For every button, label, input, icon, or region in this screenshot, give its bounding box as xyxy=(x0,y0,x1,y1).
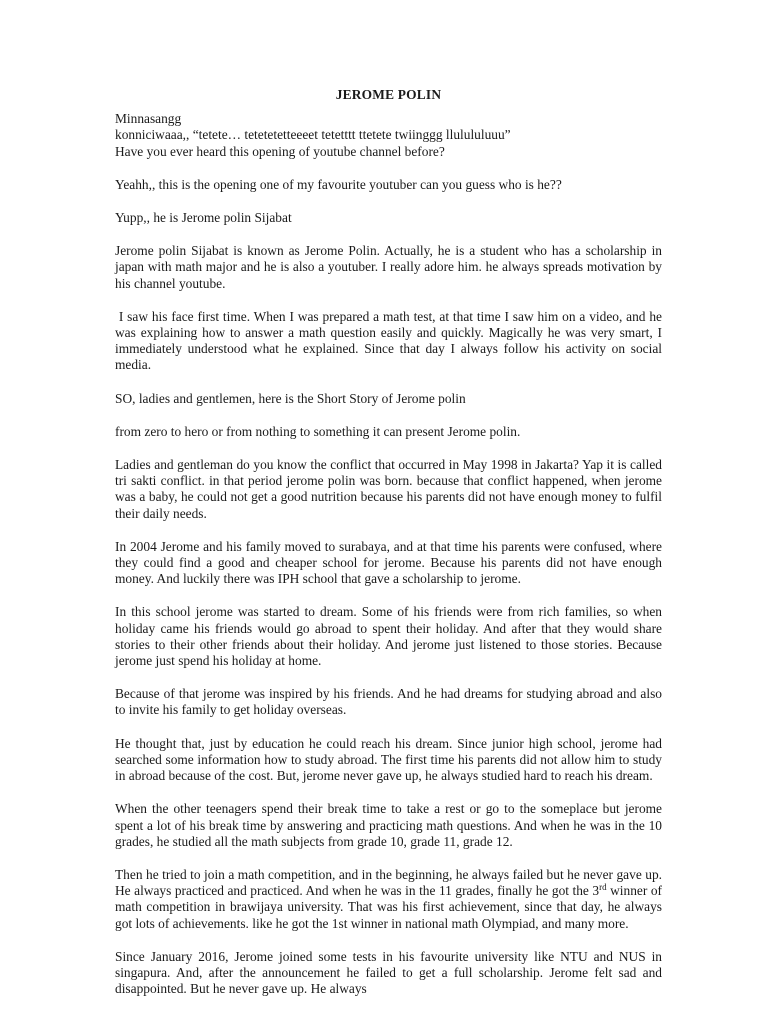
paragraph-2004: In 2004 Jerome and his family moved to surabaya, and at that time his parents were confused, where they could find a good and cheaper school for jerome. Because his parents did not have enough money. And luckily there was IPH school that gave a scholarship to jerome. xyxy=(115,538,662,587)
paragraph-conflict: Ladies and gentleman do you know the conflict that occurred in May 1998 in Jakarta? Yap it is called tri sakti conflict. in that period jerome polin was born. because that conflict happened, when jerome was a baby, he could not get a good nutrition because his parents did not have enough money to fulfil their daily needs. xyxy=(115,457,662,521)
paragraph-first-time: I saw his face first time. When I was prepared a math test, at that time I saw him on a video, and he was explaining how to answer a math question easily and quickly. Magically he was very smart, I immediately understood what he explained. Since that day I always follow his activity on social media. xyxy=(115,308,666,373)
paragraph-2016: Since January 2016, Jerome joined some tests in his favourite university like NTU and NUS in singapura. And, after the announcement he failed to get a full scholarship. Jerome felt sad and disappointed. But he never gave up. He always xyxy=(115,948,662,997)
intro-paragraph xyxy=(115,111,662,160)
document-title: JEROME POLIN xyxy=(335,87,442,102)
paragraph-inspired: Because of that jerome was inspired by his friends. And he had dreams for studying abroad and also to invite his family to get holiday overseas. xyxy=(115,686,662,718)
paragraph-education: He thought that, just by education he could reach his dream. Since junior high school, jerome had searched some information how to study abroad. The first time his parents did not allow him to study in abroad because of the cost. But, jerome never gave up, he always studied hard to reach his dream. xyxy=(115,735,662,784)
competition-text-b: winner of math competition in brawijaya university. That was his first achievement, since that day, he always got lots of achievements. like he got the 1st winner in national math Olympiad, and many more. xyxy=(115,883,662,931)
paragraph-zero-to-hero: from zero to hero or from nothing to something it can present Jerome polin. xyxy=(115,423,521,439)
paragraph-known-as: Jerome polin Sijabat is known as Jerome Polin. Actually, he is a student who has a scholarship in japan with math major and he is also a youtuber. I really adore him. he always spreads motivation by his channel youtube. xyxy=(115,243,662,291)
paragraph-short-story: SO, ladies and gentlemen, here is the Short Story of Jerome polin xyxy=(115,390,466,406)
paragraph-school: In this school jerome was started to dream. Some of his friends were from rich families, so when holiday came his friends would go abroad to spent their holiday. And after that they would share stories to their other friends about their holiday. And jerome just listened to those stories. Because jerome just spend his holiday at home. xyxy=(115,604,662,669)
paragraph-yupp: Yupp,, he is Jerome polin Sijabat xyxy=(115,210,292,226)
intro-line-3: Have you ever heard this opening of youtube channel before? xyxy=(115,143,445,159)
competition-text-a: Then he tried to join a math competition, and in the beginning, he always failed but he never gave up. He always practiced and practiced. And when he was in the 11 grades, finally he got the 3 xyxy=(115,866,662,899)
intro-line-2: konniciwaaa,, “tetete… tetetetetteeeet tetetttt ttetete twiinggg llulululuuu” xyxy=(115,127,511,143)
competition-superscript: rd xyxy=(599,882,607,893)
paragraph-guess: Yeahh,, this is the opening one of my favourite youtuber can you guess who is he?? xyxy=(115,176,562,192)
document-body xyxy=(115,87,666,1014)
paragraph-competition xyxy=(115,867,662,932)
paragraph-teenagers: When the other teenagers spend their break time to take a rest or go to the someplace but jerome spent a lot of his break time by answering and practicing math questions. And when he was in the 10 grades, he studied all the math subjects from grade 10, grade 11, grade 12. xyxy=(115,801,662,849)
intro-line-1: Minnasangg xyxy=(115,111,182,127)
